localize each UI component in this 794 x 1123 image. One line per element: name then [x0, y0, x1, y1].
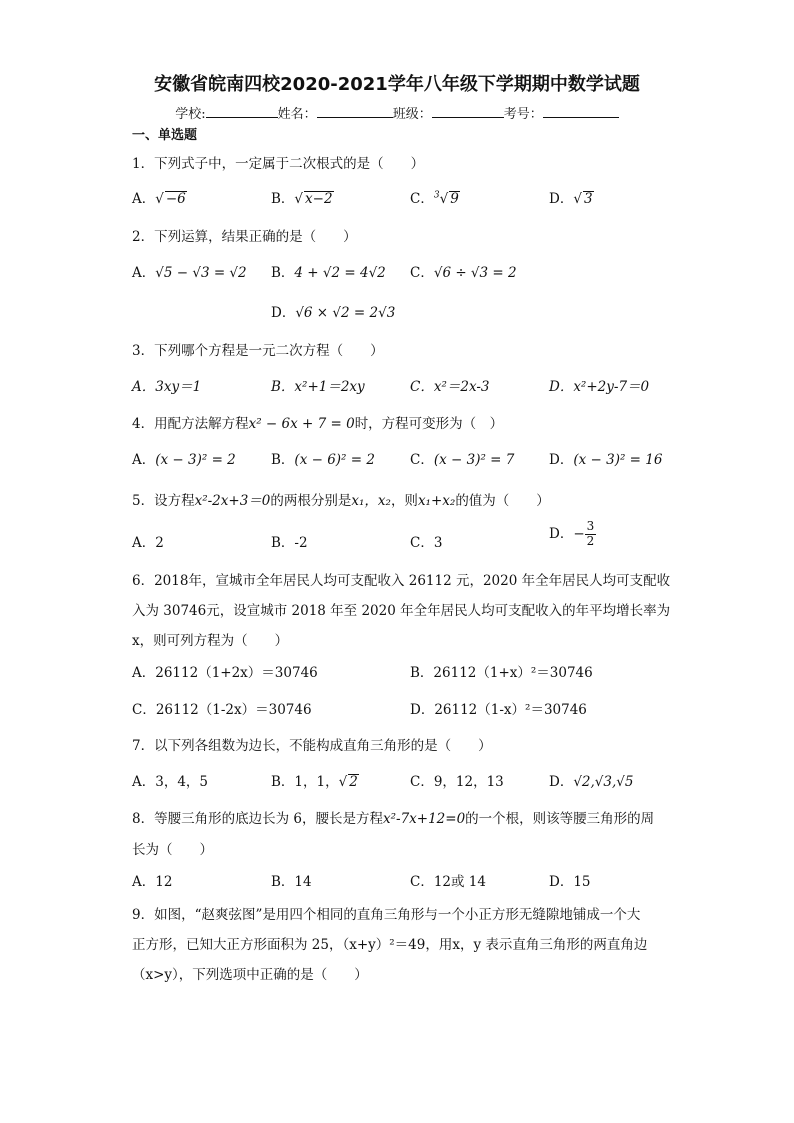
q4-option-c[interactable] [410, 448, 514, 468]
question-9-line-2: 正方形，已知大正方形面积为 25，（x+y）²＝49，用x，y 表示直角三角形的两直角边 [132, 937, 648, 953]
question-9-line-1: 9．如图，“赵爽弦图”是用四个相同的直角三角形与一个小正方形无缝隙地铺成一个大 [132, 907, 641, 923]
q2-b-expr: 4 + √2 = 4√2 [294, 265, 386, 281]
q1-c-label: C． [410, 191, 434, 207]
q1-b-expr: x−2 [305, 191, 333, 207]
q3-option-b[interactable]: B．x²+1＝2xy [271, 379, 365, 395]
q5-stem-expr: x²-2x+3＝0 [194, 493, 271, 509]
q2-d-label: D． [271, 305, 296, 321]
q8-line1-expr: x²-7x+12=0 [382, 811, 466, 827]
q2-c-label: C． [410, 265, 434, 281]
q7-option-c[interactable]: C．9，12，13 [410, 774, 504, 790]
q3-option-c[interactable]: C．x²＝2x-3 [410, 379, 490, 395]
q7-d-expr: √2,√3,√5 [573, 774, 634, 790]
q1-option-a[interactable]: A．√ −6 [132, 191, 186, 207]
question-9-line-3: （x>y），下列选项中正确的是（ ） [132, 967, 368, 983]
name-label: 姓名： [277, 107, 317, 122]
q5-d-numerator: 3 [586, 519, 595, 533]
q2-d-expr: √6 × √2 = 2√3 [295, 305, 396, 321]
q1-d-label: D． [549, 191, 574, 207]
q5-d-label: D． [549, 525, 574, 542]
q5-sum: x₁+x₂ [417, 493, 456, 509]
question-1-stem: 1．下列式子中，一定属于二次根式的是（ ） [132, 156, 425, 172]
q8-line1-post: 的一个根，则该等腰三角形的周 [465, 811, 655, 827]
question-6-line-3: x，则可列方程为（ ） [132, 633, 289, 649]
q8-option-d[interactable]: D．15 [549, 874, 591, 890]
q2-c-expr: √6 ÷ √3 = 2 [433, 265, 517, 281]
q8-option-b[interactable]: B．14 [271, 874, 312, 890]
q5-d-sign: − [573, 525, 585, 542]
page-title: 安徽省皖南四校2020-2021学年八年级下学期期中数学试题 [154, 74, 640, 95]
q2-b-label: B． [271, 265, 295, 281]
q1-b-label: B． [271, 191, 295, 207]
number-blank[interactable] [543, 105, 619, 118]
q3-option-d[interactable]: D．x²+2y-7＝0 [549, 379, 650, 395]
q5-d-fraction [585, 520, 597, 549]
question-8-line-2: 长为（ ） [132, 842, 213, 858]
q6-option-d[interactable]: D．26112（1-x）²＝30746 [410, 702, 587, 718]
q4-d-label: D． [549, 452, 574, 468]
q4-a-label: A． [132, 452, 156, 468]
school-label: 学校: [175, 107, 206, 122]
q2-option-d[interactable] [271, 301, 395, 321]
q5-option-d[interactable] [549, 520, 596, 549]
q6-option-b[interactable]: B．26112（1+x）²＝30746 [410, 665, 593, 681]
q1-option-b[interactable]: B．√ x−2 [271, 191, 333, 207]
q5-option-a[interactable]: A．2 [132, 535, 164, 551]
q4-c-label: C． [410, 452, 434, 468]
name-blank[interactable] [317, 105, 393, 118]
q5-stem-post: 的值为（ ） [455, 493, 550, 509]
q6-option-a[interactable]: A．26112（1+2x）＝30746 [132, 665, 318, 681]
q4-b-expr: (x − 6)² = 2 [294, 452, 375, 468]
question-7-stem: 7．以下列各组数为边长，不能构成直角三角形的是（ ） [132, 738, 492, 754]
q5-stem-mid2: ，则 [390, 493, 418, 509]
q4-option-d[interactable] [549, 448, 662, 468]
q4-a-expr: (x − 3)² = 2 [155, 452, 236, 468]
question-4-stem [132, 412, 503, 432]
q7-b-label: B．1，1， [271, 774, 339, 790]
q7-option-a[interactable]: A．3，4，5 [132, 774, 209, 790]
student-info-line [0, 103, 794, 122]
q1-option-c[interactable]: C．$^3$√ 9 [410, 190, 459, 207]
q4-option-b[interactable] [271, 448, 375, 468]
q8-line1-pre: 8．等腰三角形的底边长为 6，腰长是方程 [132, 811, 383, 827]
q5-stem-pre: 5．设方程 [132, 493, 195, 509]
section-heading: 一、单选题 [132, 128, 198, 143]
q5-d-denominator: 2 [586, 533, 595, 548]
q2-option-a[interactable] [132, 261, 247, 281]
class-blank[interactable] [432, 105, 504, 118]
class-label: 班级： [392, 107, 432, 122]
q5-roots: x₁，x₂ [351, 493, 391, 509]
q2-a-expr: √5 − √3 = √2 [155, 265, 247, 281]
q2-option-b[interactable] [271, 261, 386, 281]
q1-option-d[interactable]: D．√ 3 [549, 191, 593, 207]
q3-option-a[interactable]: A．3xy＝1 [132, 379, 202, 395]
q2-option-c[interactable] [410, 261, 517, 281]
number-label: 考号： [503, 107, 543, 122]
q1-a-expr: −6 [165, 191, 186, 207]
q4-c-expr: (x − 3)² = 7 [433, 452, 515, 468]
question-8-line-1 [132, 807, 654, 827]
question-6-line-1: 6．2018年，宣城市全年居民人均可支配收入 26112 元，2020 年全年居民人均可支配收 [132, 573, 671, 589]
question-3-stem: 3．下列哪个方程是一元二次方程（ ） [132, 343, 384, 359]
school-blank[interactable] [206, 105, 278, 118]
question-5-stem [132, 489, 550, 509]
q4-option-a[interactable] [132, 448, 236, 468]
q4-stem-expr: x² − 6x + 7 = 0 [248, 416, 355, 432]
question-2-stem: 2．下列运算，结果正确的是（ ） [132, 229, 357, 245]
q2-a-label: A． [132, 265, 156, 281]
q4-stem-post: 时，方程可变形为（ ） [354, 416, 504, 432]
q7-option-d[interactable] [549, 770, 634, 790]
q4-d-expr: (x − 3)² = 16 [573, 452, 663, 468]
q1-d-expr: 3 [583, 191, 593, 207]
q4-stem-pre: 4．用配方法解方程 [132, 416, 249, 432]
question-6-line-2: 入为 30746元，设宣城市 2018 年至 2020 年全年居民人均可支配收入的年平均增长率为 [132, 603, 671, 619]
q1-c-expr: 9 [450, 191, 459, 207]
q5-option-b[interactable]: B．-2 [271, 535, 308, 551]
q6-option-c[interactable]: C．26112（1-2x）＝30746 [132, 702, 312, 718]
q4-b-label: B． [271, 452, 295, 468]
q5-option-c[interactable]: C．3 [410, 535, 443, 551]
q5-stem-mid: 的两根分别是 [270, 493, 352, 509]
q7-option-b[interactable]: B．1，1，√ 2 [271, 774, 358, 790]
q7-d-label: D． [549, 774, 574, 790]
q7-b-expr: 2 [349, 774, 358, 790]
q1-c-index: 3 [433, 190, 440, 201]
q8-option-c[interactable]: C．12或 14 [410, 874, 486, 890]
q1-a-label: A． [132, 191, 156, 207]
q8-option-a[interactable]: A．12 [132, 874, 173, 890]
